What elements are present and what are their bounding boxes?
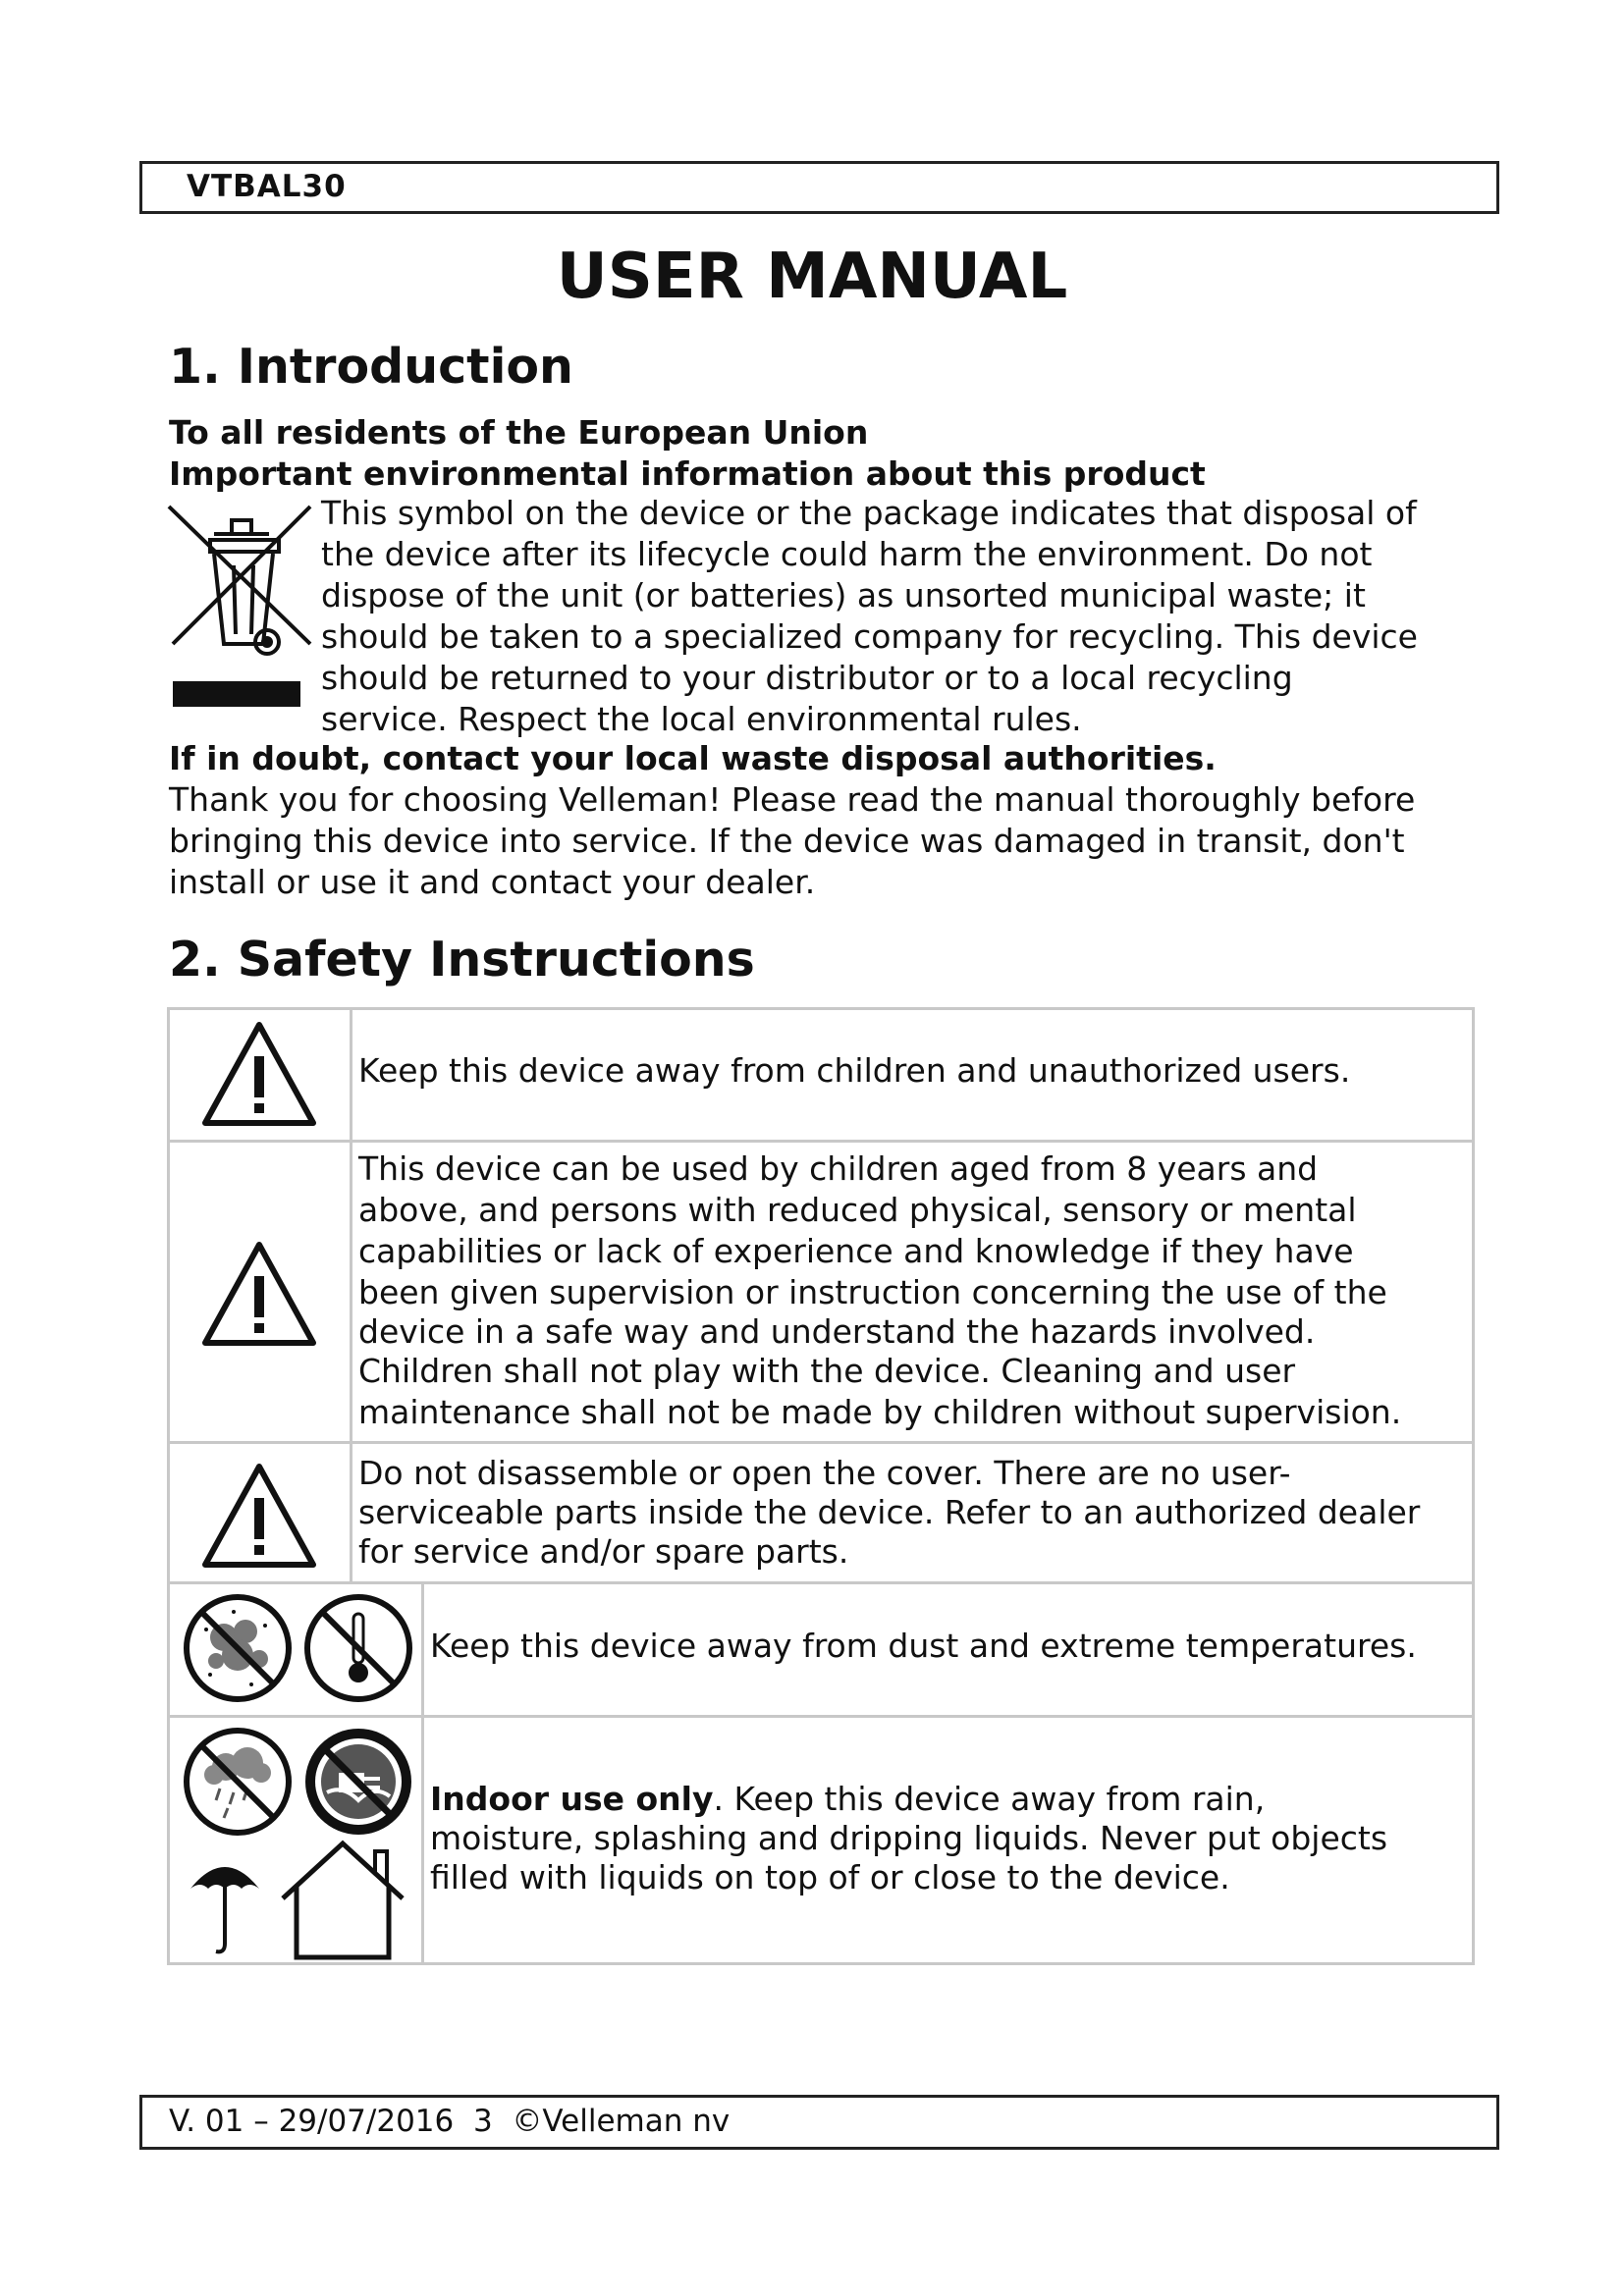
thanks-paragraph: Thank you for choosing Velleman! Please read the manual thoroughly before bringing this device into service. If the device was damaged in transit, don't install or use it and contact your dealer. xyxy=(169,780,1416,901)
intro-heading: 1. Introduction xyxy=(169,339,573,395)
no-rain-icon xyxy=(177,1724,298,1840)
safety-row-text: Indoor use only. Keep this device away from rain, moisture, splashing and dripping liquids. Never put objects filled with liquids on top of or close to the device. xyxy=(430,1780,1388,1896)
table-divider xyxy=(167,1140,1475,1143)
safety-row-text: Keep this device away from dust and extreme temperatures. xyxy=(430,1627,1417,1665)
table-divider xyxy=(167,1715,1475,1718)
intro-subheading-eu: To all residents of the European Union xyxy=(169,413,869,452)
document-title: USER MANUAL xyxy=(556,240,1068,313)
safety-row-text: Keep this device away from children and unauthorized users. xyxy=(358,1051,1351,1090)
no-dust-icon xyxy=(177,1590,298,1706)
warning-triangle-icon xyxy=(199,1239,319,1349)
no-heat-icon xyxy=(298,1590,419,1706)
indoor-use-emphasis: Indoor use only xyxy=(430,1780,714,1818)
weee-bin-icon xyxy=(163,497,320,713)
model-code: VTBAL30 xyxy=(187,169,347,204)
footer-text: V. 01 – 29/07/2016 3 ©Velleman nv xyxy=(169,2104,731,2139)
intro-subheading-env: Important environmental information about this product xyxy=(169,454,1206,493)
table-divider xyxy=(167,1581,1475,1584)
table-column-divider xyxy=(350,1007,352,1584)
house-icon xyxy=(277,1838,408,1961)
doubt-notice: If in doubt, contact your local waste disposal authorities. xyxy=(169,739,1217,777)
no-liquids-icon xyxy=(298,1724,419,1840)
warning-triangle-icon xyxy=(199,1019,319,1129)
weee-paragraph: This symbol on the device or the package indicates that disposal of the device after its lifecycle could harm the environment. Do not dispose of the unit (or batteries) as unsorted municipal waste; it should be taken to a specialized company for recycling. This device should be returned to your distributor or to a local recycling service. Respect the local environmental rules. xyxy=(321,494,1418,738)
safety-heading: 2. Safety Instructions xyxy=(169,932,755,988)
safety-row-text: Do not disassemble or open the cover. There are no user- serviceable parts inside the device. Refer to an authorized dealer for service and/or spare parts. xyxy=(358,1454,1421,1571)
safety-row-text: This device can be used by children aged from 8 years and above, and persons with reduced physical, sensory or mental capabilities or lack of experience and knowledge if they have been given supervision or instruction concerning the use of the device in a safe way and understand the hazards involved. Children shall not play with the device. Cleaning and user maintenance shall not be made by children without supervision. xyxy=(358,1149,1402,1431)
table-divider xyxy=(167,1441,1475,1444)
umbrella-icon xyxy=(187,1849,263,1957)
table-column-divider xyxy=(421,1581,424,1965)
warning-triangle-icon xyxy=(199,1461,319,1571)
